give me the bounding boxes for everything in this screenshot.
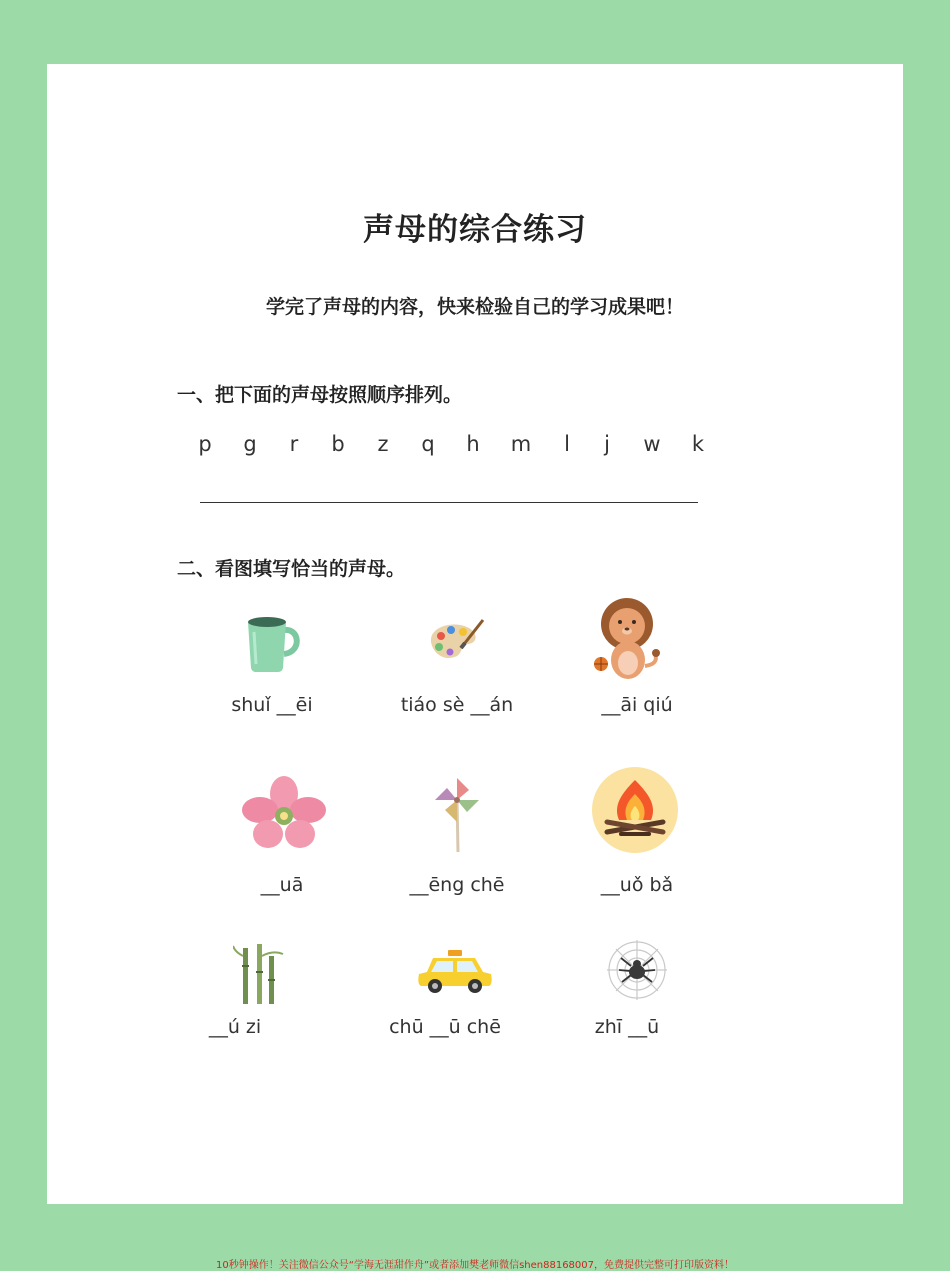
- taxi-icon: [415, 948, 495, 998]
- pinyin-label: zhī __ū: [594, 1016, 660, 1038]
- picture-item-lion: [537, 594, 737, 724]
- picture-item-spider: [537, 934, 737, 1044]
- worksheet-page: [47, 64, 903, 1204]
- cup-icon: [240, 612, 304, 676]
- letter-list: [187, 432, 727, 462]
- pinyin-label: tiáo sè __án: [400, 694, 514, 716]
- pinyin-label: __āi qiú: [601, 694, 673, 716]
- bonfire-icon: [591, 766, 679, 854]
- pinyin-label: __uǒ bǎ: [600, 874, 674, 896]
- pinyin-label: shuǐ __ēi: [231, 694, 313, 716]
- page-title: 声母的综合练习: [363, 212, 587, 248]
- picture-item-cup: [172, 594, 372, 724]
- letter-item: g: [243, 432, 257, 456]
- pinyin-label: chū __ū chē: [389, 1016, 501, 1038]
- letter-item: r: [289, 432, 299, 456]
- flower-icon: [240, 776, 328, 852]
- letter-item: p: [198, 432, 212, 456]
- picture-item-palette: [357, 594, 557, 724]
- footer-note: 10秒钟操作！关注微信公众号“学海无涯甜作舟”或者添加樊老师微信shen88168007，免费提供完整可打印版资料！: [215, 1260, 735, 1271]
- pinyin-label: __ēng chē: [409, 874, 505, 896]
- letter-item: h: [466, 432, 480, 456]
- letter-item: w: [643, 432, 661, 456]
- letter-item: z: [377, 432, 389, 456]
- lion-icon: [589, 596, 669, 682]
- picture-item-pinwheel: [357, 764, 557, 904]
- spider-icon: [605, 938, 669, 1002]
- section-1-title: 一、把下面的声母按照顺序排列。: [177, 384, 463, 406]
- pinyin-label: __ú zi: [208, 1016, 262, 1038]
- picture-item-bamboo: [137, 934, 337, 1044]
- letter-item: q: [421, 432, 435, 456]
- answer-line[interactable]: [200, 502, 698, 503]
- pinwheel-icon: [431, 774, 483, 854]
- section-2-title: 二、看图填写恰当的声母。: [177, 558, 406, 580]
- picture-item-bonfire: [537, 764, 737, 904]
- letter-item: m: [510, 432, 532, 456]
- palette-icon: [425, 616, 489, 666]
- letter-item: l: [564, 432, 570, 456]
- letter-item: k: [691, 432, 705, 456]
- picture-item-flower: [182, 764, 382, 904]
- page-subtitle: 学完了声母的内容，快来检验自己的学习成果吧！: [265, 296, 684, 318]
- pinyin-label: __uā: [260, 874, 304, 896]
- letter-item: j: [604, 432, 610, 456]
- bamboo-icon: [233, 942, 285, 1004]
- letter-item: b: [331, 432, 345, 456]
